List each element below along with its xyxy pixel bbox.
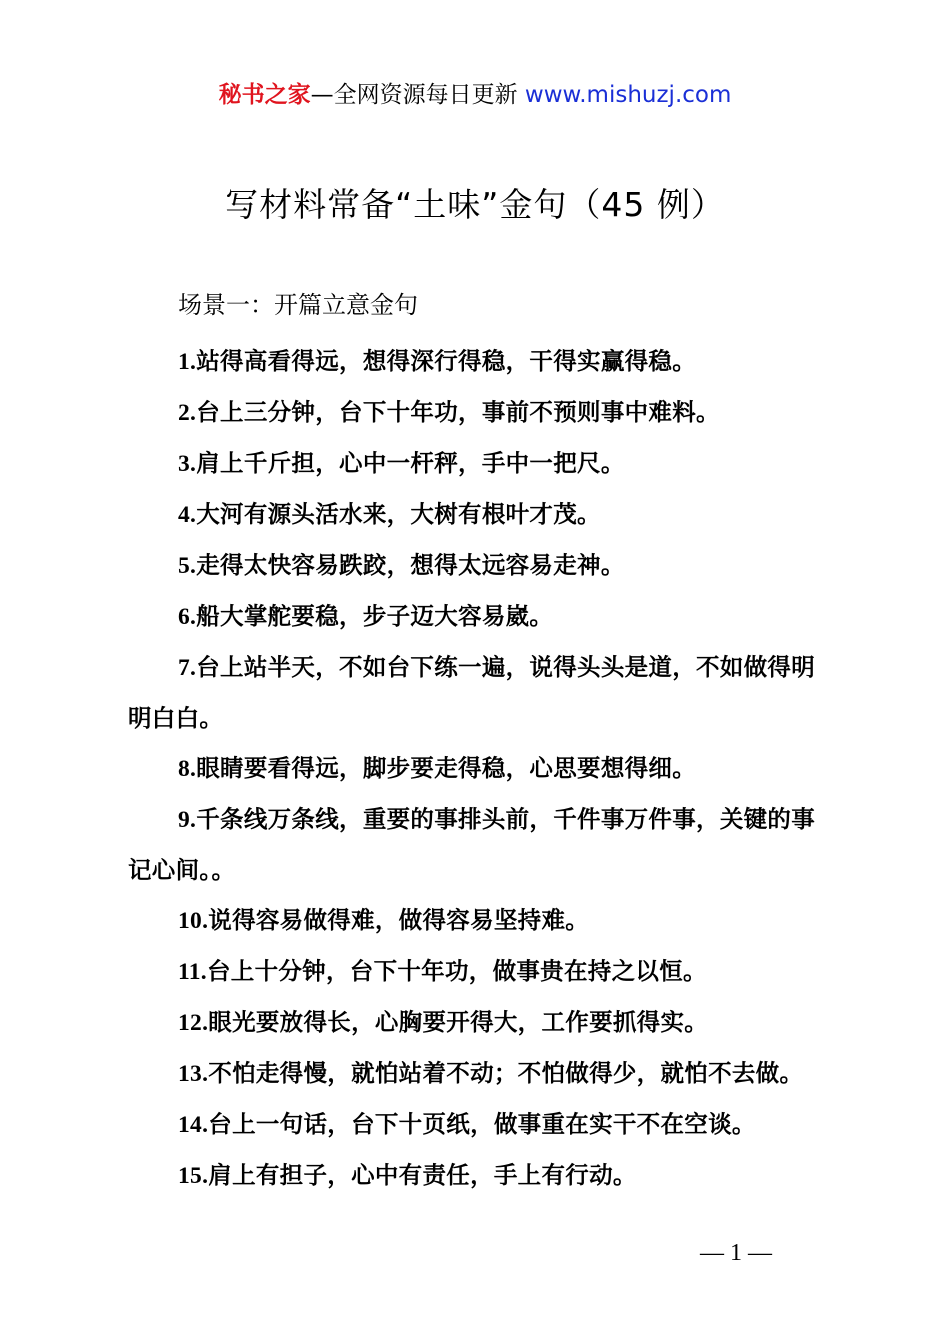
brand-name: 秘书之家 <box>218 82 311 108</box>
quote-text: 台上站半天，不如台下练一遍，说得头头是道，不如做得明明白白。 <box>128 653 816 732</box>
quote-item <box>128 438 838 489</box>
quote-number: 5. <box>178 553 197 579</box>
quote-list <box>128 336 838 1201</box>
quote-text: 肩上千斤担，心中一杆秤，手中一把尺。 <box>196 449 625 477</box>
quote-text: 眼光要放得长，心胸要开得大，工作要抓得实。 <box>208 1008 709 1036</box>
quote-number: 10. <box>178 908 209 934</box>
quote-item <box>128 946 838 997</box>
quote-text: 台上三分钟，台下十年功，事前不预则事中难料。 <box>196 398 720 426</box>
quote-item <box>128 743 838 794</box>
quote-text: 说得容易做得难，做得容易坚持难。 <box>208 906 590 934</box>
quote-text: 站得高看得远，想得深行得稳，干得实赢得稳。 <box>196 347 697 375</box>
quote-text: 不怕走得慢，就怕站着不动；不怕做得少，就怕不去做。 <box>208 1059 804 1087</box>
quote-number: 1. <box>178 349 197 375</box>
quote-text: 走得太快容易跌跤，想得太远容易走神。 <box>196 551 625 579</box>
quote-item <box>128 1150 838 1201</box>
quote-number: 15. <box>178 1163 209 1189</box>
quote-item <box>128 1099 838 1150</box>
quote-item <box>128 642 838 743</box>
section-heading: 场景一：开篇立意金句 <box>178 291 418 319</box>
document-title: 写材料常备“土味”金句（45 例） <box>225 185 725 224</box>
quote-item <box>128 1048 838 1099</box>
quote-text: 台上一句话，台下十页纸，做事重在实干不在空谈。 <box>208 1110 756 1138</box>
quote-text: 肩上有担子，心中有责任，手上有行动。 <box>208 1161 637 1189</box>
quote-text: 千条线万条线，重要的事排头前，千件事万件事，关键的事记心间。。 <box>128 805 816 884</box>
quote-text: 台上十分钟，台下十年功，做事贵在持之以恒。 <box>206 957 707 985</box>
quote-number: 11. <box>178 959 207 985</box>
quote-number: 3. <box>178 451 197 477</box>
quote-number: 2. <box>178 400 197 426</box>
quote-number: 7. <box>178 655 197 681</box>
quote-number: 14. <box>178 1112 209 1138</box>
page-number: — 1 — <box>700 1240 772 1266</box>
quote-item <box>128 794 838 895</box>
quote-item <box>128 997 838 1048</box>
quote-number: 6. <box>178 604 197 630</box>
header-tagline: —全网资源每日更新 <box>310 82 518 108</box>
site-url-link[interactable]: www.mishuzj.com <box>524 82 732 108</box>
quote-item <box>128 591 838 642</box>
quote-number: 12. <box>178 1010 209 1036</box>
quote-item <box>128 540 838 591</box>
quote-item <box>128 387 838 438</box>
quote-number: 8. <box>178 756 197 782</box>
quote-text: 船大掌舵要稳，步子迈大容易崴。 <box>196 602 554 630</box>
quote-text: 眼睛要看得远，脚步要走得稳，心思要想得细。 <box>196 754 697 782</box>
quote-number: 9. <box>178 807 197 833</box>
quote-item <box>128 895 838 946</box>
site-header <box>0 78 950 112</box>
quote-number: 13. <box>178 1061 209 1087</box>
quote-item <box>128 489 838 540</box>
quote-item <box>128 336 838 387</box>
quote-text: 大河有源头活水来，大树有根叶才茂。 <box>196 500 601 528</box>
quote-number: 4. <box>178 502 197 528</box>
